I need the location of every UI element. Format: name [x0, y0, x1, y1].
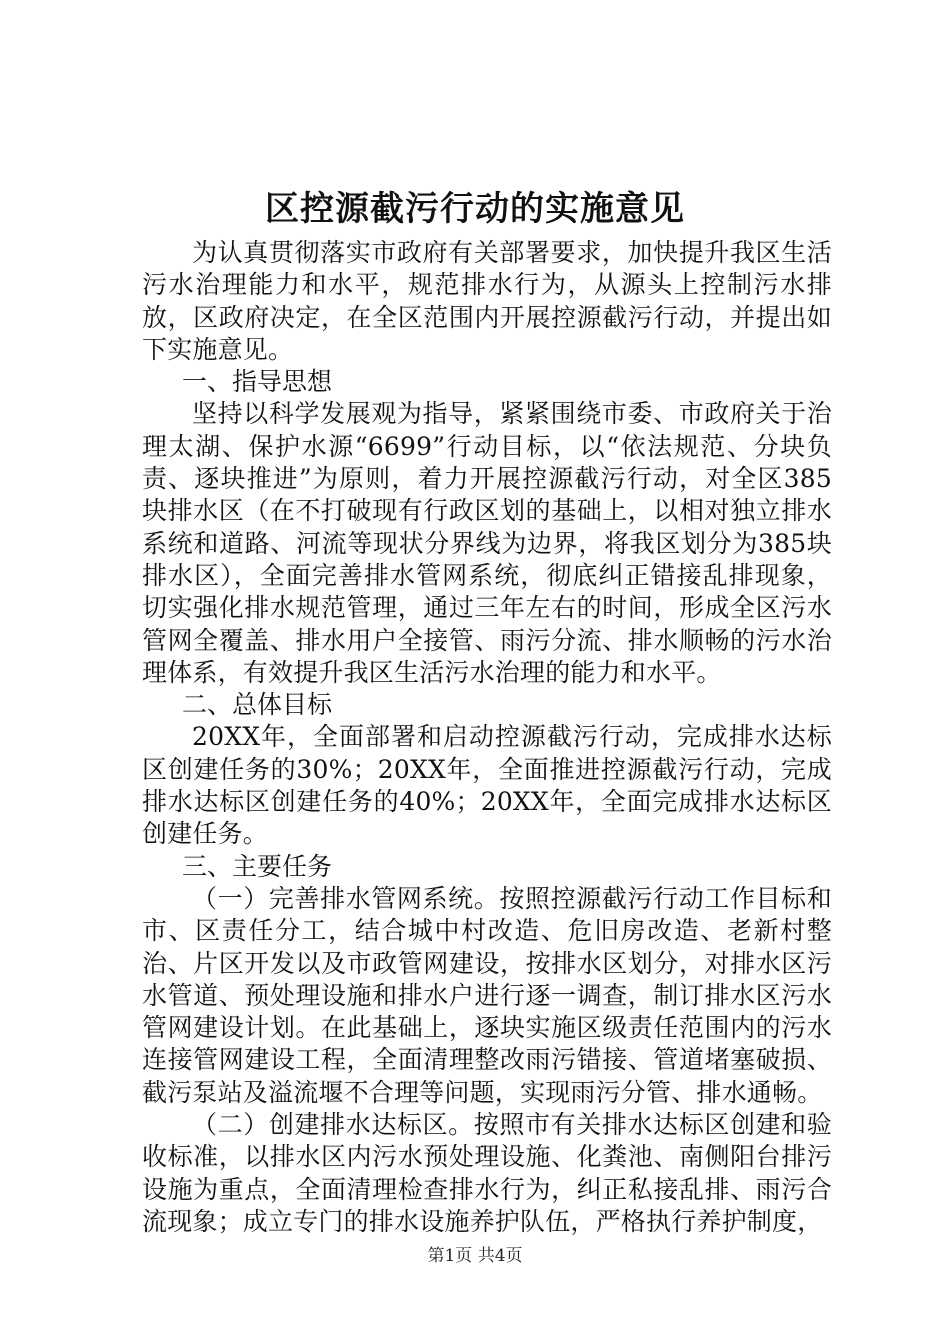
- document-body: [142, 237, 832, 1238]
- overall-goals-paragraph: 20XX年，全面部署和启动控源截污行动，完成排水达标区创建任务的30%；20XX年，全面推进控源截污行动，完成排水达标区创建任务的40%；20XX年，全面完成排水达标区创建任务。: [142, 722, 832, 849]
- section-heading-overall-goals: 二、总体目标: [182, 690, 333, 720]
- document-title: 区控源截污行动的实施意见: [265, 189, 685, 229]
- task-two-paragraph: （二）创建排水达标区。按照市有关排水达标区创建和验收标准，以排水区内污水预处理设施、化粪池、南侧阳台排污设施为重点，全面清理检查排水行为，纠正私接乱排、雨污合流现象；成立专门的排水设施养护队伍，严格执行养护制度，: [142, 1110, 832, 1236]
- section-heading-guiding-ideology: 一、指导思想: [182, 367, 333, 397]
- task-one-paragraph: （一）完善排水管网系统。按照控源截污行动工作目标和市、区责任分工，结合城中村改造、危旧房改造、老新村整治、片区开发以及市政管网建设，按排水区划分，对排水区污水管道、预处理设施和排水户进行逐一调查，制订排水区污水管网建设计划。在此基础上，逐块实施区级责任范围内的污水连接管网建设工程，全面清理整改雨污错接、管道堵塞破损、截污泵站及溢流堰不合理等问题，实现雨污分管、排水通畅。: [142, 883, 832, 1107]
- intro-paragraph: 为认真贯彻落实市政府有关部署要求，加快提升我区生活污水治理能力和水平，规范排水行为，从源头上控制污水排放，区政府决定，在全区范围内开展控源截污行动，并提出如下实施意见。: [142, 238, 832, 364]
- section-heading-main-tasks: 三、主要任务: [182, 851, 333, 881]
- page-footer: 第1页 共4页: [427, 1246, 523, 1266]
- guiding-ideology-paragraph: 坚持以科学发展观为指导，紧紧围绕市委、市政府关于治理太湖、保护水源“6699”行动目标，以“依法规范、分块负责、逐块推进”为原则，着力开展控源截污行动，对全区385块排水区（在不打破现有行政区划的基础上，以相对独立排水系统和道路、河流等现状分界线为边界，将我区划分为385块排水区），全面完善排水管网系统，彻底纠正错接乱排现象，切实强化排水规范管理，通过三年左右的时间，形成全区污水管网全覆盖、排水用户全接管、雨污分流、排水顺畅的污水治理体系，有效提升我区生活污水治理的能力和水平。: [142, 399, 832, 687]
